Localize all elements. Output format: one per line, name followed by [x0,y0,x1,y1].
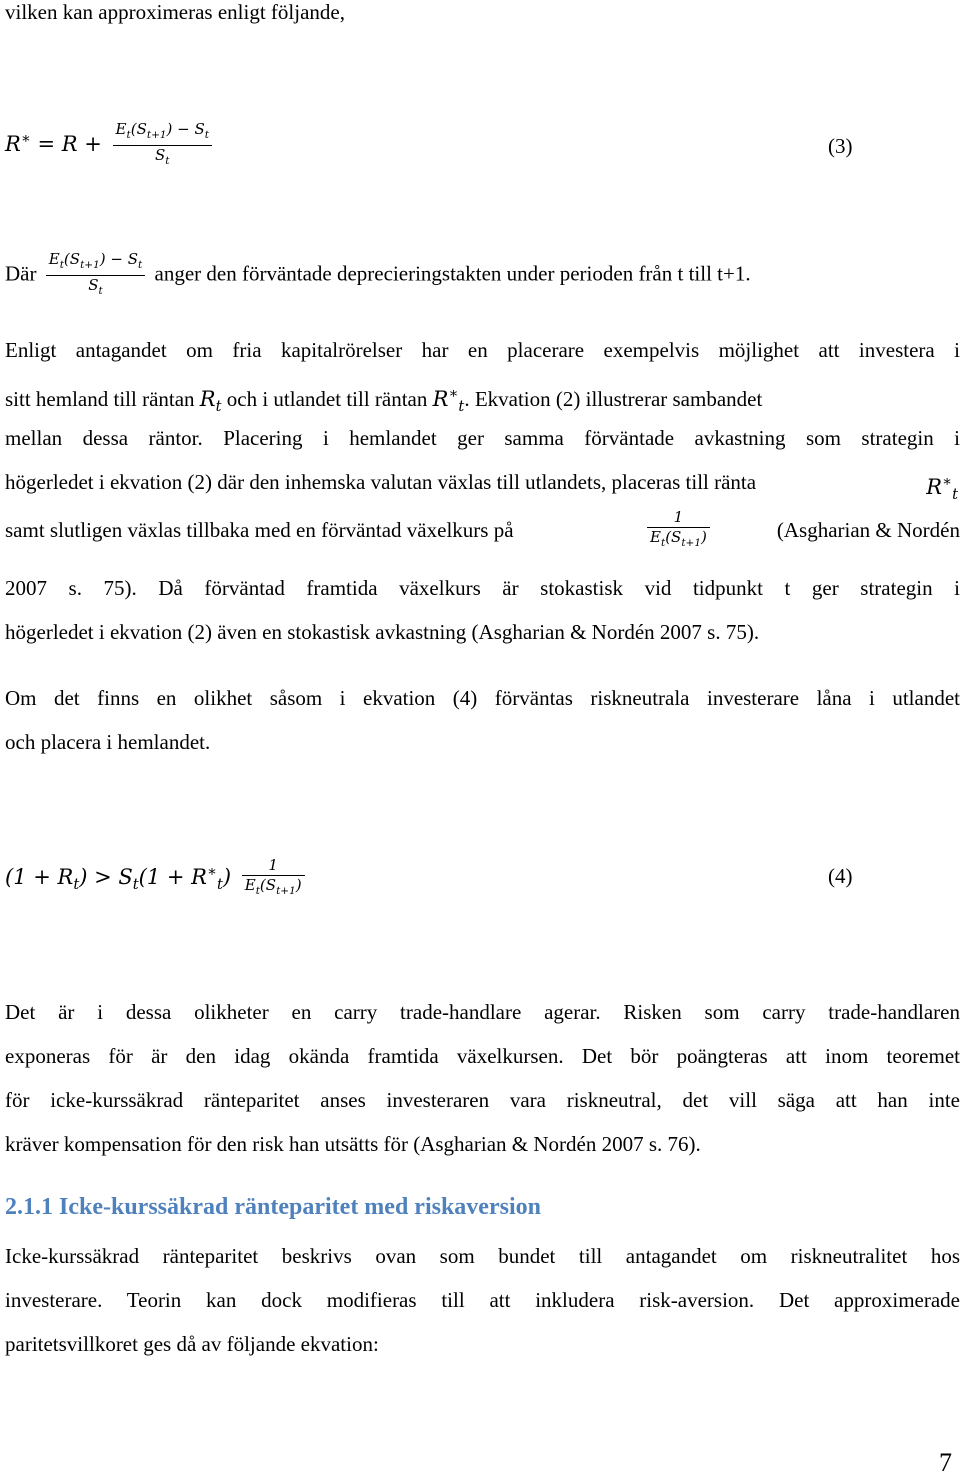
fraction-1-over-E: $\frac{1}{E_t(S_{t+1})}$ [647,508,710,553]
dar-fraction: $\frac{E_t(S_{t+1}) - S_t}{S_t}$ [46,250,146,301]
para1-line4 [5,460,960,504]
para1-line7: högerledet i ekvation (2) även en stokastisk avkastning (Asgharian & Nordén 2007 s. 75). [5,620,760,644]
para1-line4-text: högerledet i ekvation (2) där den inhemska valutan växlas till utlandets, placeras till ränta [5,470,757,494]
para1-line2b: och i utlandet till räntan [226,387,428,411]
equation-3: R∗ = R + $\frac{E_t(S_{t+1}) - S_t}{S_t}$ [5,120,216,171]
para4-line3: paritetsvillkoret ges då av följande ekvation: [5,1332,379,1356]
para1-line2a: sitt hemland till räntan [5,387,195,411]
equation-3-fraction: $\frac{E_t(S_{t+1}) - S_t}{S_t}$ [113,120,213,171]
equation-4-fraction: $\frac{1}{E_t(S_{t+1})}$ [242,856,305,901]
math-R-t: $R_t$ [199,387,222,416]
para2-line1: Om det finns en olikhet såsom i ekvation (4) förväntas riskneutrala investerare låna i utlandet [5,686,960,710]
dar-text: anger den förväntade deprecieringstakten under perioden från t till t+1. [154,261,751,286]
para3-line3: för icke-kurssäkrad ränteparitet anses investeraren vara riskneutral, det vill säga att han inte [5,1088,960,1112]
para1-line3: mellan dessa räntor. Placering i hemlandet ger samma förväntade avkastning som strategin i [5,426,960,450]
equation-3-number: (3) [828,134,853,158]
para2-line2: och placera i hemlandet. [5,730,211,754]
math-R-star-t: $R^∗_t$ [432,385,465,416]
para3-line1: Det är i dessa olikheter en carry trade-handlare agerar. Risken som carry trade-handlaren [5,1000,960,1024]
para1-line6: 2007 s. 75). Då förväntad framtida växelkurs är stokastisk vid tidpunkt t ger strategin i [5,576,960,600]
para1-line5a: samt slutligen växlas tillbaka med en förväntad växelkurs på [5,518,514,542]
math-R-star-t-2: $R^∗_t$ [926,473,958,504]
para4-line2: investerare. Teorin kan dock modifieras till att inkludera risk-aversion. Det approximerade [5,1288,960,1312]
para1-line2c: . Ekvation (2) illustrerar sambandet [464,387,763,411]
para1-line5b: (Asgharian & Nordén [776,518,960,542]
section-heading: 2.1.1 Icke-kurssäkrad ränteparitet med riskaversion [5,1194,541,1220]
intro-line: vilken kan approximeras enligt följande, [5,0,345,24]
page-number: 7 [939,1448,952,1477]
para3-line2: exponeras för är den idag okända framtida växelkursen. Det bör poängteras att inom teoremet [5,1044,960,1068]
dar-line [5,250,751,301]
equation-4: $(1 + R_t) > S_t(1 + R^∗_t)$ $\frac{1}{E_t(S_{t+1})}$ [5,856,309,901]
para3-line4: kräver kompensation för den risk han utsätts för (Asgharian & Nordén 2007 s. 76). [5,1132,701,1156]
para1-line5 [5,508,960,552]
equation-4-number: (4) [828,864,853,888]
para1-line1: Enligt antagandet om fria kapitalrörelser har en placerare exempelvis möjlighet att investera i [5,338,960,362]
dar-prefix: Där [5,261,37,286]
para4-line1: Icke-kurssäkrad ränteparitet beskrivs ovan som bundet till antagandet om riskneutralitet hos [5,1244,960,1268]
